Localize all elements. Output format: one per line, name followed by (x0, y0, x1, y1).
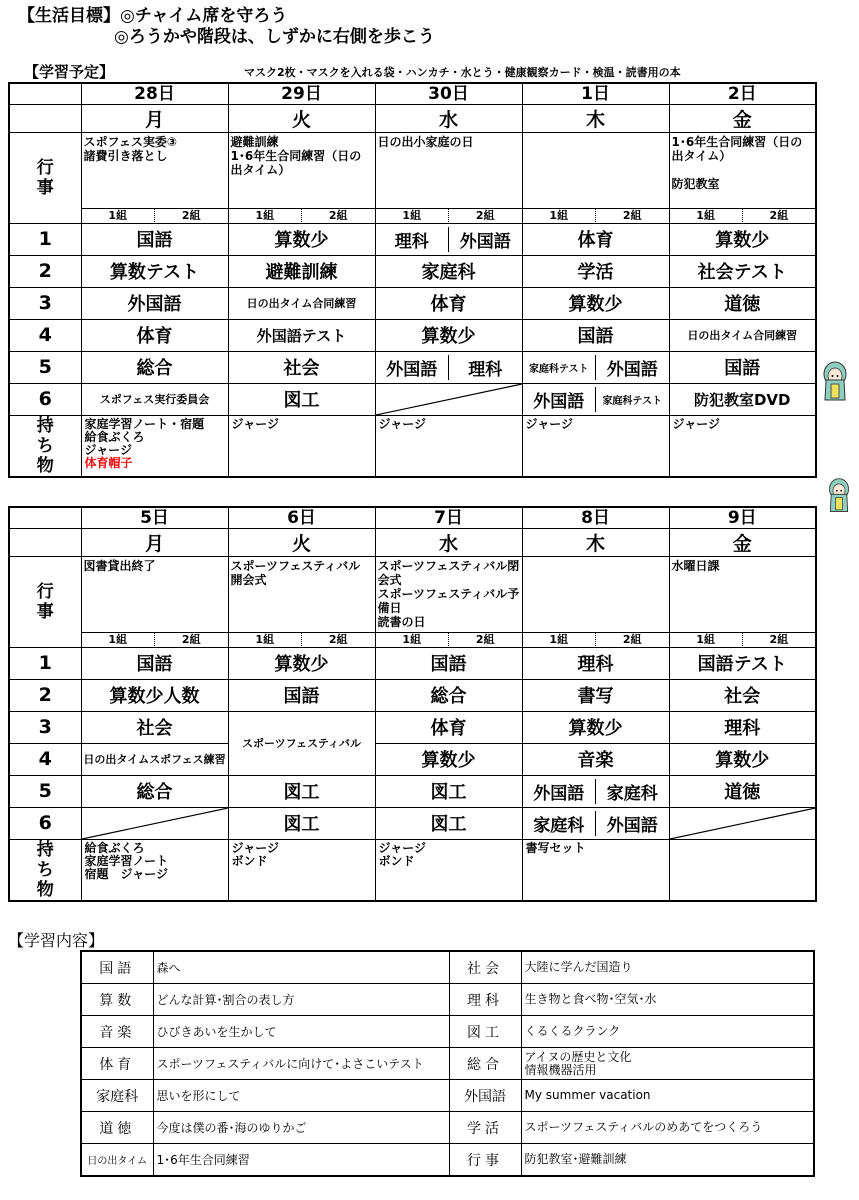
weekday-cell: 木 (522, 104, 669, 132)
content-row (81, 984, 814, 1016)
period-cell-split (522, 775, 669, 807)
weekday-cell: 水 (375, 528, 522, 556)
date-cell: 28日 (81, 83, 228, 104)
subject-cell: 理科 (669, 711, 816, 743)
subject-cell: 音楽 (522, 743, 669, 775)
goal-1: ◎チャイム席を守ろう (120, 6, 288, 26)
content-subject: 音楽 (81, 1016, 153, 1048)
content-text: 1･6年生合同練習 (153, 1144, 449, 1177)
empty-period-cell (669, 807, 816, 839)
subject-cell: 社会 (669, 679, 816, 711)
content-subject: 道徳 (81, 1112, 153, 1144)
content-text: 森へ (153, 951, 449, 984)
content-row (81, 951, 814, 984)
group-2-label: 2組 (622, 209, 642, 222)
date-cell: 29日 (228, 83, 375, 104)
subject-cell: 図工 (375, 775, 522, 807)
content-subject: 図工 (449, 1016, 521, 1048)
subject-cell: 算数少 (669, 223, 816, 255)
group-2-label: 2組 (475, 633, 495, 646)
group-row (81, 208, 228, 223)
events-cell: 避難訓練 1･6年生合同練習（日の出タイム） (228, 132, 375, 208)
subject-cell: 日の出タイム合同練習 (228, 287, 375, 319)
content-row (81, 1144, 814, 1177)
weekday-cell: 月 (81, 104, 228, 132)
subject-group-2: 外国語 (606, 359, 658, 380)
content-subject: 外国語 (449, 1080, 521, 1112)
period-number: 1 (9, 223, 81, 255)
period-cell-split (522, 383, 669, 415)
content-text: スポーツフェスティバルのめあてをつくろう (521, 1112, 814, 1144)
period-cell-split (375, 223, 522, 255)
period-cell-split (522, 351, 669, 383)
group-row (375, 632, 522, 647)
diagonal-slash (670, 808, 816, 839)
weekday-cell: 木 (522, 528, 669, 556)
subject-group-1: 外国語 (376, 355, 450, 380)
group-1-label: 1組 (376, 633, 450, 646)
date-cell: 1日 (522, 83, 669, 104)
group-1-label: 1組 (523, 209, 597, 222)
group-row (669, 632, 816, 647)
subject-group-1: 家庭科 (523, 811, 597, 836)
group-1-label: 1組 (376, 209, 450, 222)
content-text: くるくるクランク (521, 1016, 814, 1048)
bring-cell: 給食ぶくろ 家庭学習ノート 宿題 ジャージ (81, 839, 228, 901)
subject-cell: 算数少 (669, 743, 816, 775)
content-subject: 家庭科 (81, 1080, 153, 1112)
content-row (81, 1016, 814, 1048)
subject-cell: 算数少人数 (81, 679, 228, 711)
group-1-label: 1組 (82, 209, 156, 222)
group-row (228, 632, 375, 647)
group-2-label: 2組 (328, 209, 348, 222)
subject-group-2: 外国語 (606, 815, 658, 836)
events-cell: 1･6年生合同練習（日の出タイム） 防犯教室 (669, 132, 816, 208)
group-2-label: 2組 (328, 633, 348, 646)
content-subject: 社会 (449, 951, 521, 984)
bring-note: マスク2枚・マスクを入れる袋・ハンカチ・水とう・健康観察カード・検温・読書用の本 (244, 66, 681, 79)
subject-cell: 国語テスト (669, 647, 816, 679)
subject-cell: 算数テスト (81, 255, 228, 287)
subject-cell: 道徳 (669, 775, 816, 807)
subject-group-1: 外国語 (523, 387, 597, 412)
subject-cell: 避難訓練 (228, 255, 375, 287)
events-cell: 日の出小家庭の日 (375, 132, 522, 208)
events-label: 行 事 (9, 132, 81, 223)
events-cell: 水曜日課 (669, 556, 816, 632)
subject-cell: 国語 (669, 351, 816, 383)
period-cell-split (375, 351, 522, 383)
bring-cell: 書写セット (522, 839, 669, 901)
subject-cell: 図工 (228, 775, 375, 807)
bring-red-item: 体育帽子 (84, 455, 133, 470)
empty-period-cell (375, 383, 522, 415)
group-row (522, 632, 669, 647)
subject-cell: 体育 (375, 711, 522, 743)
content-table (80, 950, 815, 1177)
bring-label: 持 ち 物 (9, 415, 81, 477)
subject-cell: 算数少 (375, 319, 522, 351)
bring-label: 持 ち 物 (9, 839, 81, 901)
subject-group-2: 理科 (468, 359, 503, 380)
period-number: 3 (9, 711, 81, 743)
subject-cell: 図工 (375, 807, 522, 839)
group-1-label: 1組 (229, 209, 303, 222)
subject-cell: 学活 (522, 255, 669, 287)
subject-cell: 算数少 (522, 711, 669, 743)
content-text: アイヌの歴史と文化 情報機器活用 (521, 1048, 814, 1080)
subject-cell: 理科 (522, 647, 669, 679)
content-row (81, 1080, 814, 1112)
events-cell: スポーツフェスティバル 開会式 (228, 556, 375, 632)
group-1-label: 1組 (229, 633, 303, 646)
bring-cell: ジャージ (522, 415, 669, 477)
content-text: 今度は僕の番･海のゆりかご (153, 1112, 449, 1144)
subject-cell: 算数少 (522, 287, 669, 319)
content-text: どんな計算･割合の表し方 (153, 984, 449, 1016)
subject-cell: スポフェス実行委員会 (81, 383, 228, 415)
date-cell: 2日 (669, 83, 816, 104)
period-number: 3 (9, 287, 81, 319)
group-1-label: 1組 (670, 209, 743, 222)
empty-period-cell (81, 807, 228, 839)
bring-cell: 家庭学習ノート・宿題 給食ぶくろ ジャージ 体育帽子 (81, 415, 228, 477)
content-subject: 学活 (449, 1112, 521, 1144)
group-2-label: 2組 (181, 209, 201, 222)
group-row (669, 208, 816, 223)
subject-cell: 図工 (228, 383, 375, 415)
goals-label: 【生活目標】 (18, 6, 120, 26)
subject-cell: 国語 (228, 679, 375, 711)
events-cell: 図書貸出終了 (81, 556, 228, 632)
weekday-cell: 火 (228, 528, 375, 556)
content-subject: 行事 (449, 1144, 521, 1177)
bring-cell: ジャージ (228, 415, 375, 477)
date-cell: 30日 (375, 83, 522, 104)
subject-cell: 道徳 (669, 287, 816, 319)
period-number: 6 (9, 383, 81, 415)
weekday-cell: 月 (81, 528, 228, 556)
group-2-label: 2組 (181, 633, 201, 646)
content-text: 思いを形にして (153, 1080, 449, 1112)
group-1-label: 1組 (82, 633, 156, 646)
period-number: 5 (9, 351, 81, 383)
content-subject: 算数 (81, 984, 153, 1016)
period-number: 4 (9, 319, 81, 351)
group-2-label: 2組 (475, 209, 495, 222)
goal-2: ◎ろうかや階段は、しずかに右側を歩こう (114, 27, 435, 47)
week1-table (8, 82, 817, 478)
content-text: My summer vacation (521, 1080, 814, 1112)
subject-cell: 日の出タイム合同練習 (669, 319, 816, 351)
subject-cell: 日の出タイムスポフェス練習 (81, 743, 228, 775)
subject-cell: 書写 (522, 679, 669, 711)
group-2-label: 2組 (769, 633, 789, 646)
girl-character-icon (826, 476, 852, 516)
plan-title: 【学習予定】 (24, 63, 115, 81)
period-number: 5 (9, 775, 81, 807)
bring-cell: ジャージ (669, 415, 816, 477)
diagonal-slash (82, 808, 228, 839)
subject-cell: 国語 (522, 319, 669, 351)
content-text: 生き物と食べ物･空気･水 (521, 984, 814, 1016)
date-cell: 6日 (228, 507, 375, 528)
subject-cell: 算数少 (228, 223, 375, 255)
subject-cell: 体育 (375, 287, 522, 319)
events-cell (522, 132, 669, 208)
content-text: 防犯教室･避難訓練 (521, 1144, 814, 1177)
period-cell-split (522, 807, 669, 839)
date-cell: 9日 (669, 507, 816, 528)
content-row (81, 1048, 814, 1080)
date-cell: 8日 (522, 507, 669, 528)
content-title: 【学習内容】 (8, 931, 105, 950)
content-text: スポーツフェスティバルに向けて･よさこいテスト (153, 1048, 449, 1080)
subject-cell: 総合 (81, 775, 228, 807)
group-row (81, 632, 228, 647)
events-cell: スポフェス実委③ 諸費引き落とし (81, 132, 228, 208)
subject-cell: スポーツフェスティバル (228, 711, 375, 775)
subject-group-2: 外国語 (459, 231, 511, 252)
bring-cell (669, 839, 816, 901)
content-text: ひびきあいを生かして (153, 1016, 449, 1048)
content-row (81, 1112, 814, 1144)
bring-cell: ジャージ ボンド (228, 839, 375, 901)
subject-group-1: 外国語 (523, 779, 597, 804)
subject-cell: 総合 (375, 679, 522, 711)
subject-cell: 算数少 (375, 743, 522, 775)
weekday-cell: 金 (669, 528, 816, 556)
subject-cell: 国語 (81, 223, 228, 255)
subject-group-2: 家庭科 (606, 783, 658, 804)
period-number: 1 (9, 647, 81, 679)
subject-group-1: 家庭科テスト (523, 355, 597, 380)
content-subject: 日の出タイム (81, 1144, 153, 1177)
weekday-cell: 火 (228, 104, 375, 132)
bring-cell: ジャージ (375, 415, 522, 477)
group-1-label: 1組 (670, 633, 743, 646)
subject-group-2: 家庭科テスト (602, 395, 663, 407)
subject-cell: 国語 (81, 647, 228, 679)
subject-cell: 防犯教室DVD (669, 383, 816, 415)
date-cell: 5日 (81, 507, 228, 528)
events-cell (522, 556, 669, 632)
group-1-label: 1組 (523, 633, 597, 646)
diagonal-slash (376, 384, 522, 415)
period-number: 4 (9, 743, 81, 775)
content-subject: 体育 (81, 1048, 153, 1080)
group-2-label: 2組 (769, 209, 789, 222)
content-subject: 理科 (449, 984, 521, 1016)
group-row (375, 208, 522, 223)
week2-table (8, 506, 817, 902)
subject-cell: 算数少 (228, 647, 375, 679)
subject-cell: 体育 (81, 319, 228, 351)
subject-cell: 家庭科 (375, 255, 522, 287)
period-number: 2 (9, 679, 81, 711)
bring-cell: ジャージ ボンド (375, 839, 522, 901)
events-cell: スポーツフェスティバル閉会式 スポーツフェスティバル予備日 読書の日 (375, 556, 522, 632)
subject-cell: 社会 (81, 711, 228, 743)
group-row (522, 208, 669, 223)
weekday-cell: 金 (669, 104, 816, 132)
subject-group-1: 理科 (376, 227, 450, 252)
subject-cell: 社会テスト (669, 255, 816, 287)
life-goals (18, 6, 435, 48)
subject-cell: 総合 (81, 351, 228, 383)
subject-cell: 図工 (228, 807, 375, 839)
content-subject: 国語 (81, 951, 153, 984)
period-number: 2 (9, 255, 81, 287)
subject-cell: 体育 (522, 223, 669, 255)
date-cell: 7日 (375, 507, 522, 528)
subject-cell: 外国語テスト (228, 319, 375, 351)
group-row (228, 208, 375, 223)
subject-cell: 社会 (228, 351, 375, 383)
events-label: 行 事 (9, 556, 81, 647)
girl-character-icon (820, 360, 850, 404)
content-subject: 総合 (449, 1048, 521, 1080)
weekday-cell: 水 (375, 104, 522, 132)
period-number: 6 (9, 807, 81, 839)
subject-cell: 国語 (375, 647, 522, 679)
content-text: 大陸に学んだ国造り (521, 951, 814, 984)
subject-cell: 外国語 (81, 287, 228, 319)
group-2-label: 2組 (622, 633, 642, 646)
